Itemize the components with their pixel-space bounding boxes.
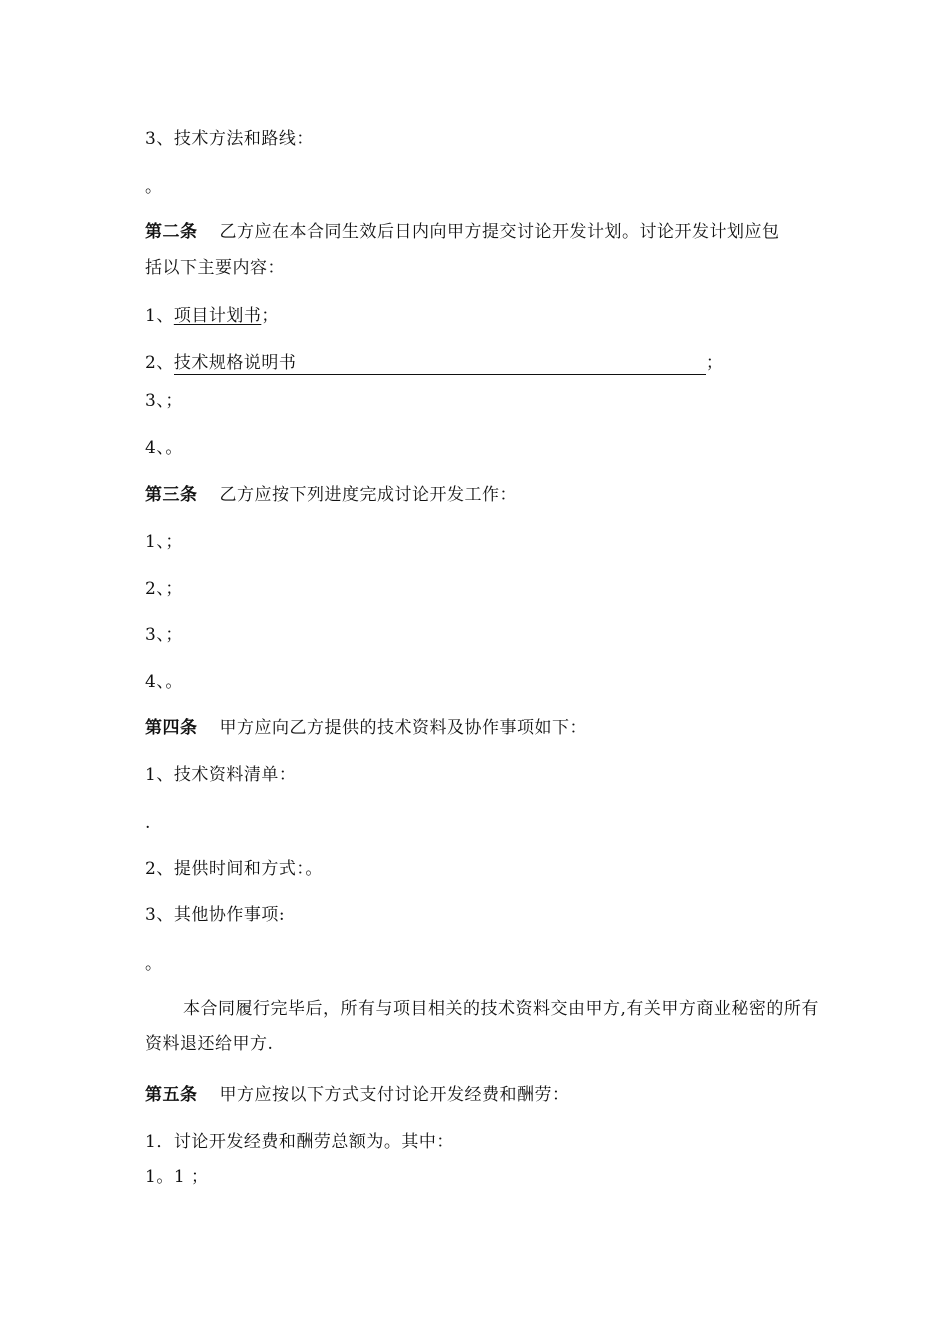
article-4-label: 第四条 xyxy=(145,718,198,738)
list-item: 4、。 xyxy=(145,438,183,458)
list-number: 2、 xyxy=(145,353,174,373)
list-number: 1、 xyxy=(145,306,174,326)
article-3-label: 第三条 xyxy=(145,485,198,505)
list-item: 1。1 ； xyxy=(145,1167,209,1187)
list-item: 3、； xyxy=(145,625,183,645)
list-item: 1、； xyxy=(145,532,183,552)
article-2-label: 第二条 xyxy=(145,222,198,242)
list-item: 2、； xyxy=(145,579,183,599)
text-line: . xyxy=(145,813,151,833)
article-5-label: 第五条 xyxy=(145,1085,198,1105)
article-3-text: 乙方应按下列进度完成讨论开发工作： xyxy=(219,485,517,505)
text-line: 3、技术方法和路线： xyxy=(145,129,314,149)
list-item xyxy=(145,351,723,375)
article-4-text: 甲方应向乙方提供的技术资料及协作事项如下： xyxy=(219,718,587,738)
text-line: 。 xyxy=(145,177,163,197)
list-item xyxy=(145,304,279,328)
article-5-line xyxy=(145,1083,570,1107)
article-2-text: 乙方应在本合同生效后日内向甲方提交讨论开发计划。讨论开发计划应包 xyxy=(219,222,780,242)
text-line: 。 xyxy=(145,954,163,974)
list-end: ； xyxy=(705,353,724,373)
project-plan-text: 项目计划书 xyxy=(173,306,262,326)
article-2-line xyxy=(145,220,780,244)
article-5-text: 甲方应按以下方式支付讨论开发经费和酬劳： xyxy=(219,1085,570,1105)
list-item: 4、。 xyxy=(145,672,183,692)
article-4-line xyxy=(145,716,587,740)
list-end: ； xyxy=(261,306,279,326)
list-item: 1．讨论开发经费和酬劳总额为。其中： xyxy=(145,1132,454,1152)
list-item: 3、； xyxy=(145,391,183,411)
spec-doc-text: 技术规格说明书 xyxy=(174,352,706,375)
article-3-line xyxy=(145,483,517,507)
list-item: 1、技术资料清单： xyxy=(145,765,297,785)
paragraph: 本合同履行完毕后，所有与项目相关的技术资料交由甲方,有关甲方商业秘密的所有资料退还给甲方. xyxy=(145,999,819,1054)
text-line: 括以下主要内容： xyxy=(145,258,285,278)
list-item: 2、提供时间和方式：。 xyxy=(145,859,323,879)
list-item: 3、其他协作事项: xyxy=(145,905,286,925)
